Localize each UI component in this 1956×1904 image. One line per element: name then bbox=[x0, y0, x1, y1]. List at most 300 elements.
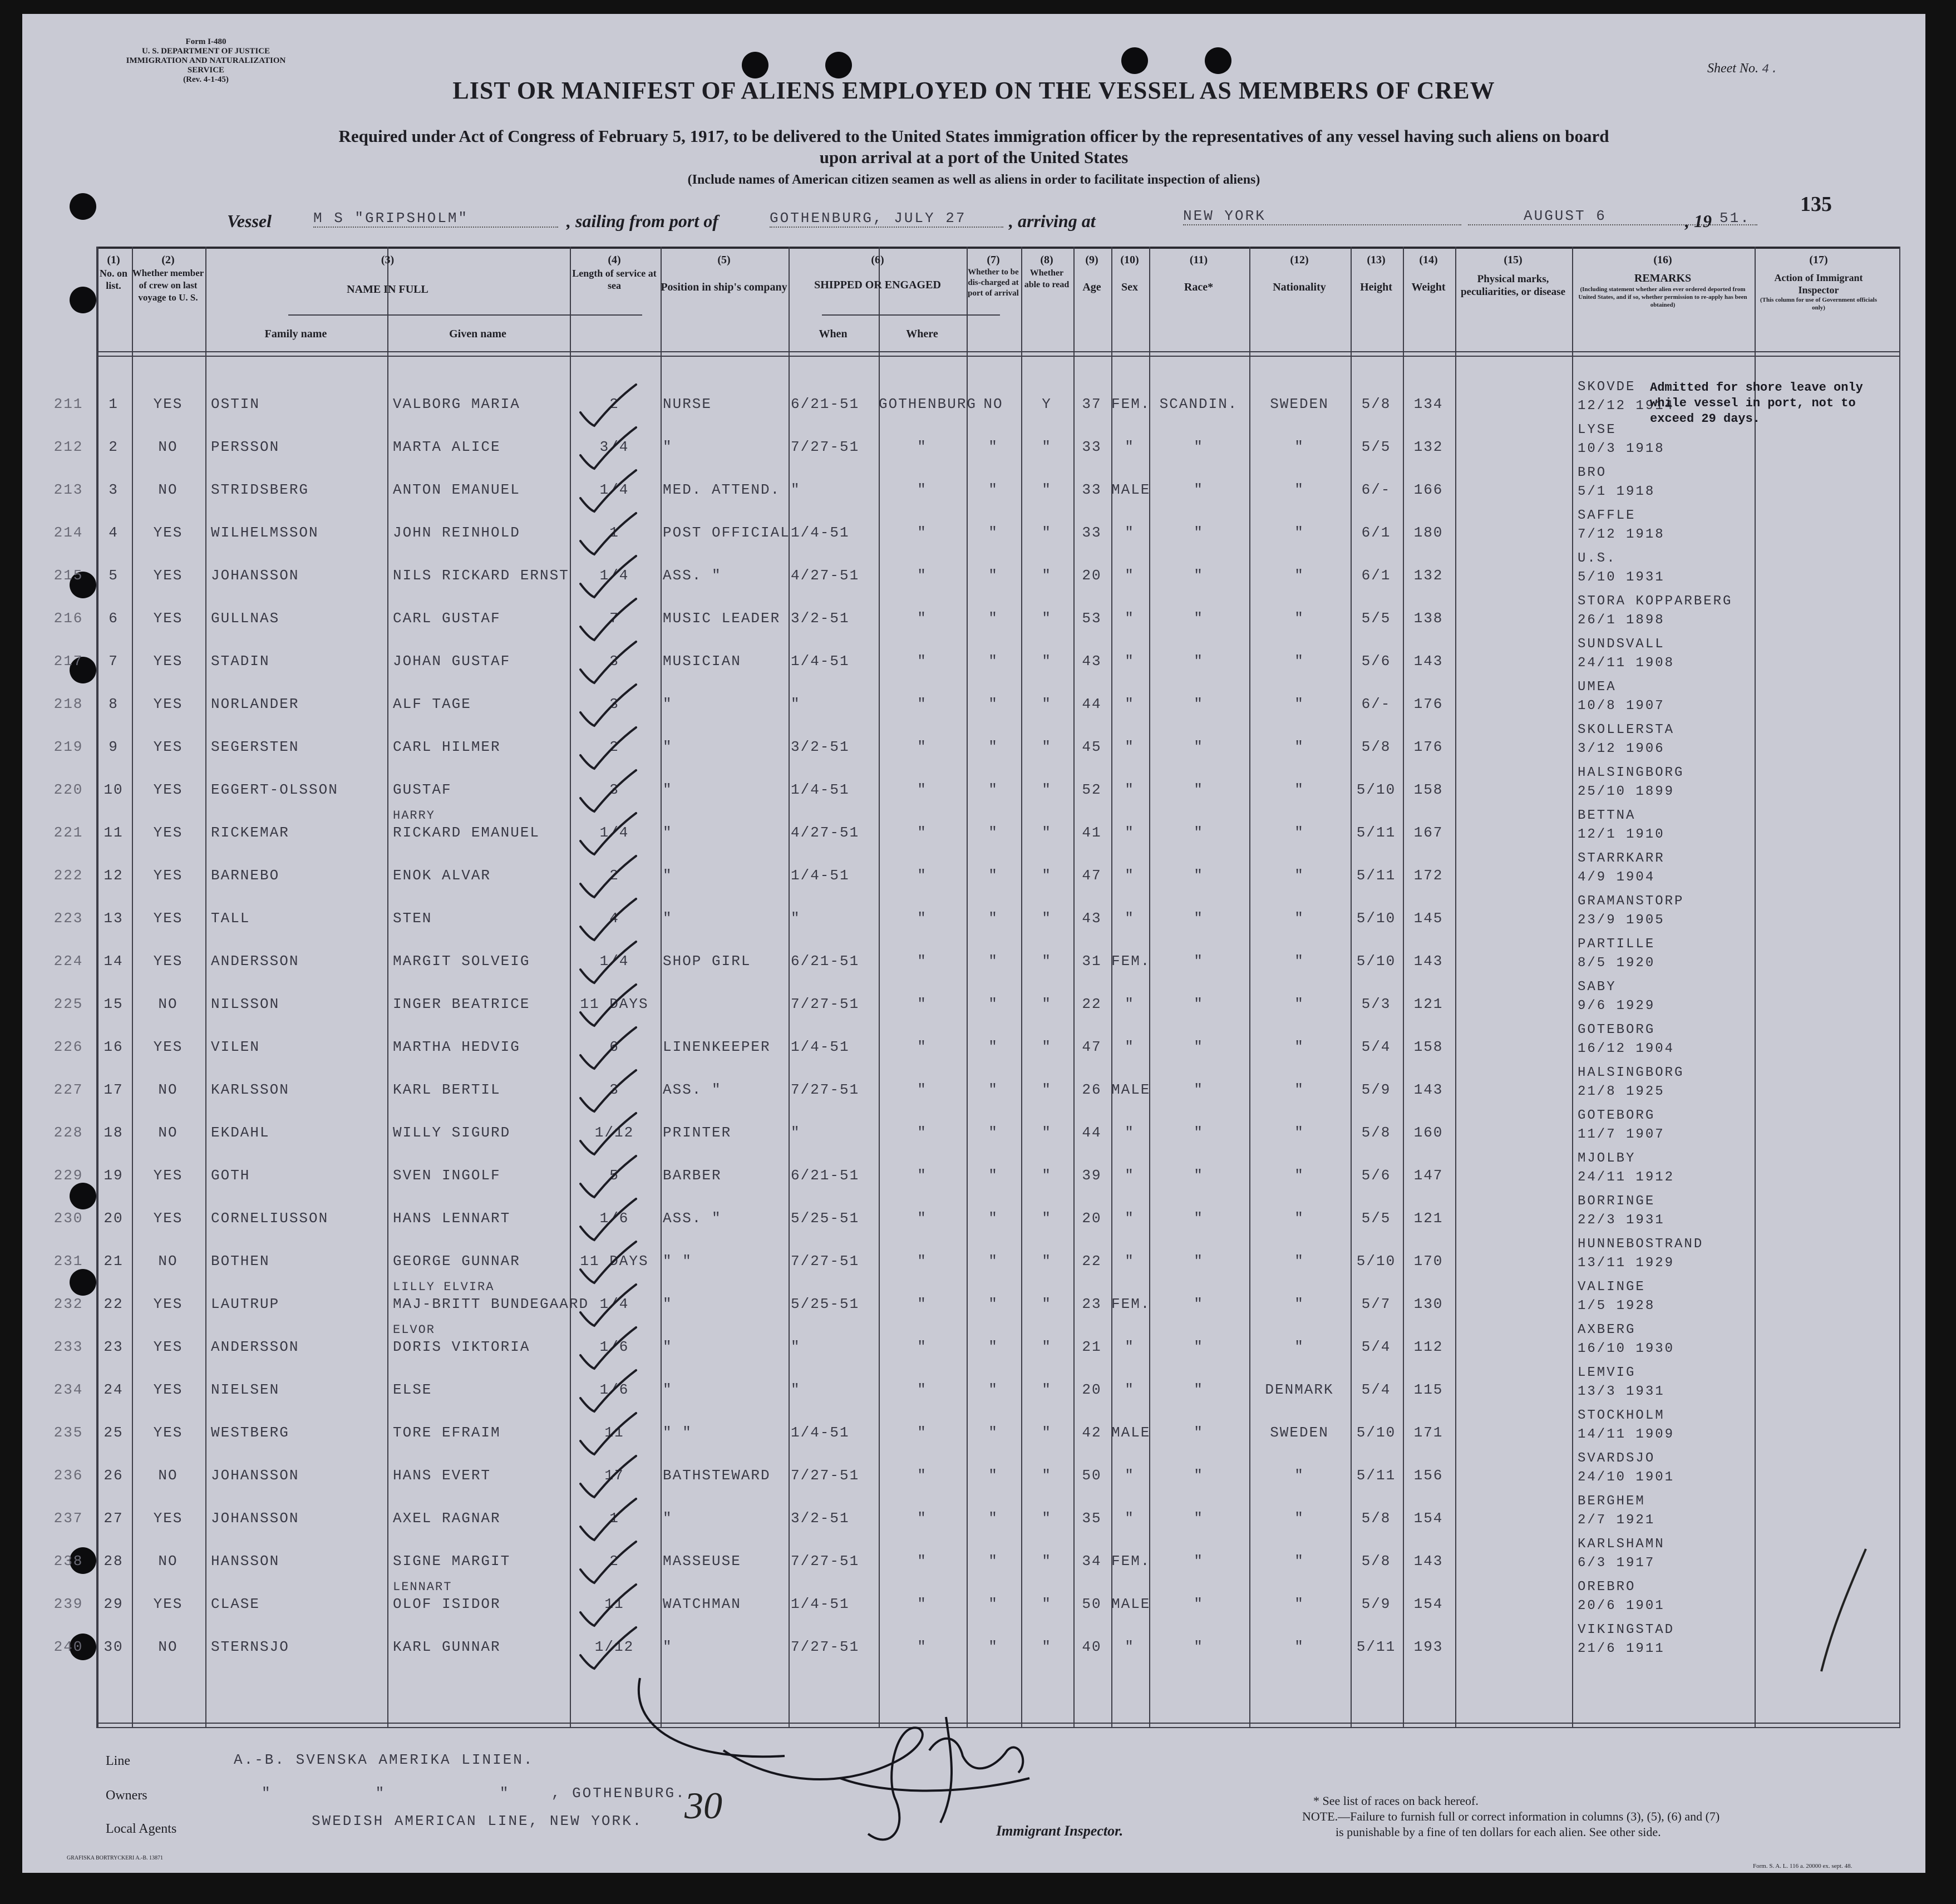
table-row bbox=[53, 893, 1900, 936]
cell-sex: FEM. bbox=[1111, 953, 1151, 970]
remarks-birthdate: 5/1 1918 bbox=[1578, 484, 1656, 499]
cell-disch: " bbox=[988, 1639, 998, 1655]
cell-sex: " bbox=[1125, 867, 1135, 884]
cell-where: " bbox=[917, 524, 927, 541]
remarks-birthdate: 10/3 1918 bbox=[1578, 441, 1665, 456]
cell-prev: YES bbox=[153, 1210, 183, 1227]
cell-age: 35 bbox=[1082, 1510, 1102, 1527]
sheet-number-label: Sheet No. 4. bbox=[1707, 61, 1780, 76]
cell-when: 7/27-51 bbox=[791, 996, 860, 1012]
cell-height: 5/6 bbox=[1361, 653, 1391, 670]
remarks-birthdate: 4/9 1904 bbox=[1578, 870, 1656, 885]
cell-family: CORNELIUSSON bbox=[211, 1210, 329, 1227]
cell-position: " bbox=[663, 781, 673, 798]
remarks-birthplace: STORA KOPPARBERG bbox=[1578, 594, 1733, 609]
cell-when: " bbox=[791, 910, 801, 927]
cell-no: 7 bbox=[109, 653, 119, 670]
remarks-birthplace: OREBRO bbox=[1578, 1580, 1636, 1595]
line-value: A.-B. SVENSKA AMERIKA LINIEN. bbox=[234, 1752, 534, 1768]
cell-nat: " bbox=[1294, 1253, 1304, 1270]
cell-read: " bbox=[1042, 824, 1052, 841]
cell-read: " bbox=[1042, 1381, 1052, 1398]
cell-disch: " bbox=[988, 1424, 998, 1441]
cell-list: 236 bbox=[53, 1467, 83, 1484]
cell-service: 1/4 bbox=[599, 824, 629, 841]
cell-service: 1/4 bbox=[599, 953, 629, 970]
cell-where: " bbox=[917, 910, 927, 927]
cell-list: 213 bbox=[53, 481, 83, 498]
cell-prev: YES bbox=[153, 1381, 183, 1398]
cell-list: 222 bbox=[53, 867, 83, 884]
cell-nat: " bbox=[1294, 1081, 1304, 1098]
cell-race: " bbox=[1194, 439, 1204, 455]
cell-height: 5/10 bbox=[1356, 1424, 1396, 1441]
cell-height: 5/8 bbox=[1361, 396, 1391, 412]
cell-where: " bbox=[917, 567, 927, 584]
cell-position: " bbox=[663, 439, 673, 455]
cell-service: 11 bbox=[604, 1596, 624, 1612]
cell-age: 44 bbox=[1082, 696, 1102, 712]
cell-list: 220 bbox=[53, 781, 83, 798]
cell-age: 23 bbox=[1082, 1296, 1102, 1312]
cell-prev: YES bbox=[153, 696, 183, 712]
cell-height: 5/9 bbox=[1361, 1596, 1391, 1612]
col-race-header: (11) Race* bbox=[1184, 254, 1214, 293]
revision: (Rev. 4-1-45) bbox=[183, 75, 229, 84]
table-row bbox=[53, 1022, 1900, 1064]
cell-prev: YES bbox=[153, 1510, 183, 1527]
cell-list: 235 bbox=[53, 1424, 83, 1441]
table-row bbox=[53, 1150, 1900, 1193]
punch-hole bbox=[742, 52, 768, 78]
cell-position: PRINTER bbox=[663, 1124, 732, 1141]
remarks-birthdate: 23/9 1905 bbox=[1578, 913, 1665, 928]
remarks-birthplace: SVARDSJO bbox=[1578, 1451, 1656, 1466]
cell-nat: " bbox=[1294, 781, 1304, 798]
cell-position: " bbox=[663, 1510, 673, 1527]
cell-race: " bbox=[1194, 867, 1204, 884]
remarks-birthplace: STARRKARR bbox=[1578, 851, 1665, 866]
cell-prev: NO bbox=[158, 1639, 178, 1655]
cell-age: 34 bbox=[1082, 1553, 1102, 1570]
owners-value: " " " , GOTHENBURG. bbox=[262, 1785, 686, 1802]
cell-when: " bbox=[791, 1339, 801, 1355]
cell-family: TALL bbox=[211, 910, 250, 927]
col-given-header: Given name bbox=[449, 328, 506, 340]
col-discharge-header: (7) Whether to be dis-charged at port of arrival bbox=[968, 254, 1019, 298]
remarks-birthplace: BETTNA bbox=[1578, 808, 1636, 823]
cell-disch: " bbox=[988, 1039, 998, 1055]
cell-race: " bbox=[1194, 739, 1204, 755]
cell-list: 211 bbox=[53, 396, 83, 412]
cell-height: 5/3 bbox=[1361, 996, 1391, 1012]
department: U. S. DEPARTMENT OF JUSTICE bbox=[141, 47, 270, 56]
cell-weight: 154 bbox=[1413, 1510, 1443, 1527]
remarks-birthplace: LEMVIG bbox=[1578, 1365, 1636, 1380]
cell-position: ASS. " bbox=[663, 1210, 722, 1227]
cell-height: 5/5 bbox=[1361, 1210, 1391, 1227]
cell-weight: 176 bbox=[1413, 739, 1443, 755]
cell-sex: FEM. bbox=[1111, 1553, 1151, 1570]
cell-when: 6/21-51 bbox=[791, 953, 860, 970]
cell-disch: " bbox=[988, 610, 998, 627]
cell-family: EGGERT-OLSSON bbox=[211, 781, 338, 798]
remarks-birthdate: 5/10 1931 bbox=[1578, 570, 1665, 585]
cell-age: 20 bbox=[1082, 1381, 1102, 1398]
cell-race: " bbox=[1194, 1081, 1204, 1098]
year-prefix: , 19 bbox=[1685, 211, 1712, 231]
cell-where: " bbox=[917, 1081, 927, 1098]
cell-family: PERSSON bbox=[211, 439, 280, 455]
cell-where: " bbox=[917, 1510, 927, 1527]
year-suffix: 51. bbox=[1719, 210, 1751, 227]
cell-nat: " bbox=[1294, 1339, 1304, 1355]
remarks-birthplace: KARLSHAMN bbox=[1578, 1537, 1665, 1552]
cell-given: ALF TAGE bbox=[393, 696, 471, 712]
cell-race: " bbox=[1194, 1596, 1204, 1612]
cell-no: 23 bbox=[104, 1339, 124, 1355]
cell-sex: " bbox=[1125, 1510, 1135, 1527]
cell-no: 5 bbox=[109, 567, 119, 584]
shore-leave-stamp: Admitted for shore leave only while vessel in port, not to exceed 29 days. bbox=[1650, 381, 1863, 426]
cell-nat: " bbox=[1294, 867, 1304, 884]
cell-list: 234 bbox=[53, 1381, 83, 1398]
cell-race: " bbox=[1194, 653, 1204, 670]
cell-disch: " bbox=[988, 824, 998, 841]
cell-no: 27 bbox=[104, 1510, 124, 1527]
cell-family: GULLNAS bbox=[211, 610, 280, 627]
cell-prev: NO bbox=[158, 439, 178, 455]
crew-count: 30 bbox=[684, 1784, 722, 1827]
cell-disch: " bbox=[988, 910, 998, 927]
cell-weight: 143 bbox=[1413, 1081, 1443, 1098]
cell-no: 9 bbox=[109, 739, 119, 755]
cell-service: 1/6 bbox=[599, 1210, 629, 1227]
cell-weight: 145 bbox=[1413, 910, 1443, 927]
cell-age: 31 bbox=[1082, 953, 1102, 970]
cell-disch: " bbox=[988, 439, 998, 455]
cell-where: " bbox=[917, 610, 927, 627]
remarks-birthdate: 14/11 1909 bbox=[1578, 1427, 1675, 1442]
vessel-label: Vessel bbox=[227, 211, 272, 231]
table-row bbox=[53, 1365, 1900, 1407]
cell-given-extra: ELVOR bbox=[393, 1323, 436, 1337]
cell-given: ANTON EMANUEL bbox=[393, 481, 520, 498]
cell-when: 4/27-51 bbox=[791, 567, 860, 584]
cell-where: " bbox=[917, 867, 927, 884]
cell-weight: 180 bbox=[1413, 524, 1443, 541]
cell-when: 3/2-51 bbox=[791, 610, 850, 627]
punch-hole bbox=[70, 287, 96, 313]
cell-race: " bbox=[1194, 1296, 1204, 1312]
cell-service: 1/4 bbox=[599, 481, 629, 498]
remarks-birthplace: GOTEBORG bbox=[1578, 1108, 1656, 1123]
cell-read: " bbox=[1042, 567, 1052, 584]
cell-race: SCANDIN. bbox=[1159, 396, 1238, 412]
punch-hole bbox=[70, 1269, 96, 1296]
cell-list: 215 bbox=[53, 567, 83, 584]
cell-weight: 170 bbox=[1413, 1253, 1443, 1270]
printer-mark: GRAFISKA BORTRYCKERI A.-B. 13871 bbox=[67, 1855, 164, 1861]
cell-where: " bbox=[917, 781, 927, 798]
cell-race: " bbox=[1194, 1339, 1204, 1355]
cell-service: 11 DAYS bbox=[580, 1253, 649, 1270]
cell-when: 5/25-51 bbox=[791, 1210, 860, 1227]
cell-disch: " bbox=[988, 481, 998, 498]
cell-read: " bbox=[1042, 1510, 1052, 1527]
cell-position: POST OFFICIAL bbox=[663, 524, 790, 541]
cell-nat: " bbox=[1294, 824, 1304, 841]
cell-prev: YES bbox=[153, 1167, 183, 1184]
col-marks-header: (15) Physical marks, peculiarities, or disease bbox=[1460, 254, 1566, 298]
cell-no: 10 bbox=[104, 781, 124, 798]
col-position-header: (5) Position in ship's company bbox=[661, 254, 787, 293]
cell-no: 21 bbox=[104, 1253, 124, 1270]
cell-list: 219 bbox=[53, 739, 83, 755]
cell-nat: " bbox=[1294, 653, 1304, 670]
cell-sex: " bbox=[1125, 567, 1135, 584]
cell-where: " bbox=[917, 696, 927, 712]
cell-disch: " bbox=[988, 653, 998, 670]
pen-mark bbox=[1810, 1543, 1877, 1677]
cell-prev: YES bbox=[153, 1039, 183, 1055]
cell-race: " bbox=[1194, 910, 1204, 927]
cell-list: 229 bbox=[53, 1167, 83, 1184]
cell-family: STERNSJO bbox=[211, 1639, 289, 1655]
cell-nat: " bbox=[1294, 953, 1304, 970]
cell-weight: 121 bbox=[1413, 996, 1443, 1012]
cell-family: KARLSSON bbox=[211, 1081, 289, 1098]
cell-service: 3 bbox=[609, 1081, 619, 1098]
cell-position: " bbox=[663, 739, 673, 755]
remarks-birthdate: 12/12 1914 bbox=[1578, 398, 1675, 414]
line-label: Line bbox=[106, 1754, 130, 1768]
cell-given: GUSTAF bbox=[393, 781, 452, 798]
cell-given: CARL GUSTAF bbox=[393, 610, 501, 627]
cell-age: 52 bbox=[1082, 781, 1102, 798]
race-note: * See list of races on back hereof. bbox=[1313, 1794, 1479, 1808]
remarks-birthdate: 20/6 1901 bbox=[1578, 1598, 1665, 1613]
cell-list: 230 bbox=[53, 1210, 83, 1227]
cell-service: 3 bbox=[609, 781, 619, 798]
cell-service: 2 bbox=[609, 396, 619, 412]
cell-weight: 171 bbox=[1413, 1424, 1443, 1441]
cell-race: " bbox=[1194, 1039, 1204, 1055]
cell-no: 4 bbox=[109, 524, 119, 541]
cell-read: " bbox=[1042, 696, 1052, 712]
cell-prev: NO bbox=[158, 1081, 178, 1098]
cell-where: " bbox=[917, 1639, 927, 1655]
cell-sex: " bbox=[1125, 610, 1135, 627]
cell-family: WESTBERG bbox=[211, 1424, 289, 1441]
cell-family: ANDERSSON bbox=[211, 1339, 299, 1355]
cell-height: 5/10 bbox=[1356, 953, 1396, 970]
cell-prev: NO bbox=[158, 1124, 178, 1141]
cell-height: 5/5 bbox=[1361, 439, 1391, 455]
cell-prev: YES bbox=[153, 910, 183, 927]
cell-sex: " bbox=[1125, 910, 1135, 927]
cell-age: 33 bbox=[1082, 439, 1102, 455]
cell-position: MUSIC LEADER bbox=[663, 610, 781, 627]
subtitle-act: Required under Act of Congress of February 5, 1917, to be delivered to the United States immigration officer by the representatives of any vessel having such aliens on board bbox=[338, 126, 1609, 146]
cell-read: " bbox=[1042, 653, 1052, 670]
cell-prev: YES bbox=[153, 824, 183, 841]
cell-position: " bbox=[663, 910, 673, 927]
arriving-label: , arriving at bbox=[1009, 211, 1096, 231]
cell-read: " bbox=[1042, 1081, 1052, 1098]
cell-weight: 132 bbox=[1413, 567, 1443, 584]
cell-disch: " bbox=[988, 567, 998, 584]
cell-family: VILEN bbox=[211, 1039, 260, 1055]
cell-when: 6/21-51 bbox=[791, 1167, 860, 1184]
cell-race: " bbox=[1194, 1639, 1204, 1655]
cell-nat: " bbox=[1294, 567, 1304, 584]
cell-race: " bbox=[1194, 824, 1204, 841]
cell-position: WATCHMAN bbox=[663, 1596, 741, 1612]
cell-prev: YES bbox=[153, 524, 183, 541]
cell-disch: " bbox=[988, 1210, 998, 1227]
cell-read: " bbox=[1042, 1124, 1052, 1141]
cell-given: HANS EVERT bbox=[393, 1467, 491, 1484]
cell-when: " bbox=[791, 1124, 801, 1141]
remarks-birthplace: VALINGE bbox=[1578, 1280, 1645, 1295]
table-row bbox=[53, 636, 1900, 678]
cell-height: 5/10 bbox=[1356, 781, 1396, 798]
remarks-birthdate: 8/5 1920 bbox=[1578, 956, 1656, 971]
cell-list: 238 bbox=[53, 1553, 83, 1570]
subtitle-arrival: upon arrival at a port of the United States bbox=[819, 147, 1129, 167]
cell-where: " bbox=[917, 953, 927, 970]
cell-disch: " bbox=[988, 1296, 998, 1312]
table-row bbox=[53, 850, 1900, 893]
cell-sex: " bbox=[1125, 524, 1135, 541]
cell-nat: " bbox=[1294, 696, 1304, 712]
col-remarks-header: (16) REMARKS (Including statement whether alien ever ordered deported from United States, and if so, whether permission to re-apply has been obtained) bbox=[1578, 254, 1747, 308]
cell-position: " bbox=[663, 867, 673, 884]
cell-when: 3/2-51 bbox=[791, 739, 850, 755]
remarks-birthdate: 13/11 1929 bbox=[1578, 1256, 1675, 1271]
cell-list: 221 bbox=[53, 824, 83, 841]
cell-disch: " bbox=[988, 1253, 998, 1270]
cell-read: " bbox=[1042, 739, 1052, 755]
cell-disch: " bbox=[988, 781, 998, 798]
cell-sex: " bbox=[1125, 1339, 1135, 1355]
vessel-name: M S "GRIPSHOLM" bbox=[313, 210, 558, 228]
cell-nat: " bbox=[1294, 910, 1304, 927]
cell-sex: MALE bbox=[1111, 1596, 1151, 1612]
remarks-birthdate: 21/8 1925 bbox=[1578, 1084, 1665, 1099]
cell-family: NORLANDER bbox=[211, 696, 299, 712]
arriving-port: NEW YORK bbox=[1183, 208, 1461, 225]
remarks-birthdate: 2/7 1921 bbox=[1578, 1513, 1656, 1528]
penalty-note-1: NOTE.—Failure to furnish full or correct information in columns (3), (5), (6) and (7) bbox=[1302, 1809, 1720, 1823]
cell-race: " bbox=[1194, 781, 1204, 798]
cell-service: 3/4 bbox=[599, 439, 629, 455]
page-title: LIST OR MANIFEST OF ALIENS EMPLOYED ON THE VESSEL AS MEMBERS OF CREW bbox=[452, 77, 1495, 104]
subtitle-include: (Include names of American citizen seamen as well as aliens in order to facilitate inspection of aliens) bbox=[687, 173, 1260, 187]
cell-when: 7/27-51 bbox=[791, 1253, 860, 1270]
cell-height: 6/- bbox=[1361, 696, 1391, 712]
cell-nat: " bbox=[1294, 739, 1304, 755]
cell-height: 5/11 bbox=[1356, 824, 1396, 841]
remarks-birthdate: 11/7 1907 bbox=[1578, 1127, 1665, 1142]
cell-when: 1/4-51 bbox=[791, 867, 850, 884]
cell-age: 33 bbox=[1082, 481, 1102, 498]
remarks-birthdate: 24/10 1901 bbox=[1578, 1470, 1675, 1485]
cell-height: 5/4 bbox=[1361, 1339, 1391, 1355]
cell-race: " bbox=[1194, 567, 1204, 584]
cell-disch: " bbox=[988, 696, 998, 712]
cell-given: MAJ-BRITT BUNDEGAARD bbox=[393, 1296, 589, 1312]
cell-sex: " bbox=[1125, 1167, 1135, 1184]
cell-service: 1 bbox=[609, 524, 619, 541]
cell-height: 5/8 bbox=[1361, 1553, 1391, 1570]
col-weight-header: (14) Weight bbox=[1411, 254, 1446, 293]
col-where-header: Where bbox=[906, 328, 938, 340]
cell-read: " bbox=[1042, 910, 1052, 927]
table-row bbox=[53, 765, 1900, 807]
cell-service: 1/12 bbox=[594, 1639, 634, 1655]
table-row bbox=[53, 593, 1900, 636]
remarks-birthdate: 16/12 1904 bbox=[1578, 1041, 1675, 1056]
cell-nat: " bbox=[1294, 1596, 1304, 1612]
cell-when: " bbox=[791, 1381, 801, 1398]
cell-weight: 160 bbox=[1413, 1124, 1443, 1141]
cell-nat: " bbox=[1294, 1167, 1304, 1184]
cell-family: NIELSEN bbox=[211, 1381, 280, 1398]
cell-service: 1/12 bbox=[594, 1124, 634, 1141]
cell-age: 41 bbox=[1082, 824, 1102, 841]
cell-service: 1/4 bbox=[599, 567, 629, 584]
remarks-birthplace: SABY bbox=[1578, 980, 1617, 995]
cell-disch: " bbox=[988, 1167, 998, 1184]
cell-given-extra: LENNART bbox=[393, 1580, 452, 1594]
cell-race: " bbox=[1194, 1124, 1204, 1141]
cell-list: 217 bbox=[53, 653, 83, 670]
cell-weight: 167 bbox=[1413, 824, 1443, 841]
cell-where: " bbox=[917, 1039, 927, 1055]
cell-nat: " bbox=[1294, 996, 1304, 1012]
cell-weight: 156 bbox=[1413, 1467, 1443, 1484]
cell-when: 7/27-51 bbox=[791, 1553, 860, 1570]
cell-where: " bbox=[917, 1339, 927, 1355]
remarks-birthdate: 24/11 1908 bbox=[1578, 656, 1675, 671]
table-row bbox=[53, 1622, 1900, 1664]
cell-sex: MALE bbox=[1111, 1424, 1151, 1441]
cell-height: 5/4 bbox=[1361, 1039, 1391, 1055]
cell-age: 26 bbox=[1082, 1081, 1102, 1098]
cell-family: BARNEBO bbox=[211, 867, 280, 884]
sheet-number: 4. bbox=[1761, 62, 1780, 76]
cell-weight: 134 bbox=[1413, 396, 1443, 412]
cell-position: BARBER bbox=[663, 1167, 722, 1184]
cell-sex: FEM. bbox=[1111, 1296, 1151, 1312]
cell-when: 4/27-51 bbox=[791, 824, 860, 841]
cell-position: " bbox=[663, 1339, 673, 1355]
cell-family: GOTH bbox=[211, 1167, 250, 1184]
remarks-birthdate: 6/3 1917 bbox=[1578, 1556, 1656, 1571]
cell-given: SVEN INGOLF bbox=[393, 1167, 501, 1184]
cell-position: NURSE bbox=[663, 396, 712, 412]
col-nationality-header: (12) Nationality bbox=[1273, 254, 1326, 293]
cell-disch: " bbox=[988, 953, 998, 970]
cell-weight: 143 bbox=[1413, 1553, 1443, 1570]
remarks-birthdate: 3/12 1906 bbox=[1578, 741, 1665, 756]
cell-service: 17 bbox=[604, 1467, 624, 1484]
cell-read: " bbox=[1042, 1639, 1052, 1655]
cell-prev: NO bbox=[158, 1253, 178, 1270]
cell-position: " bbox=[663, 1296, 673, 1312]
